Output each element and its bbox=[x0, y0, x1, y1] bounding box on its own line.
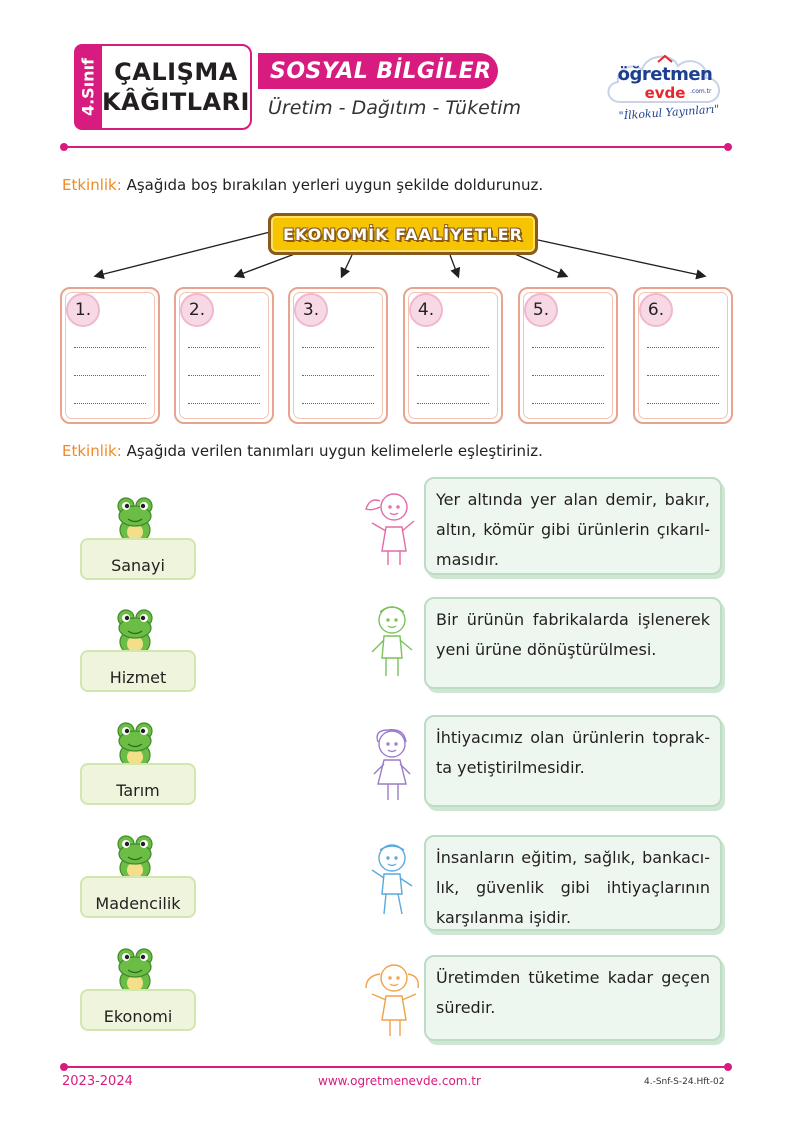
activity-text: Aşağıda boş bırakılan yerleri uygun şekilde doldurunuz. bbox=[126, 176, 544, 194]
definition-card-3[interactable] bbox=[424, 715, 722, 807]
box-number: 5. bbox=[524, 293, 558, 327]
answer-line[interactable] bbox=[647, 403, 719, 404]
answer-line[interactable] bbox=[532, 403, 604, 404]
answer-line[interactable] bbox=[74, 403, 146, 404]
economic-activities-banner bbox=[268, 213, 538, 255]
word-label: Sanayi bbox=[111, 556, 165, 575]
definition-text: İhtiyacımız olan ürünlerin toprak-ta yetiştirilmesidir. bbox=[436, 728, 710, 777]
box-number: 3. bbox=[294, 293, 328, 327]
definition-card-4[interactable] bbox=[424, 835, 722, 931]
title-line-2: KÂĞITLARI bbox=[102, 88, 250, 116]
footer-website[interactable]: www.ogretmenevde.com.tr bbox=[318, 1074, 481, 1088]
boy-doodle-icon bbox=[360, 600, 422, 682]
answer-line[interactable] bbox=[417, 375, 489, 376]
answer-line[interactable] bbox=[417, 347, 489, 348]
logo-domain: .com.tr bbox=[690, 88, 712, 95]
blank-box-1[interactable] bbox=[60, 287, 160, 424]
answer-line[interactable] bbox=[188, 375, 260, 376]
definition-text: Üretimden tüketime kadar geçen süredir. bbox=[436, 968, 710, 1017]
blank-box-2[interactable] bbox=[174, 287, 274, 424]
blank-box-3[interactable] bbox=[288, 287, 388, 424]
girl-doodle-icon bbox=[360, 958, 422, 1040]
logo-word-2: evde bbox=[644, 84, 686, 102]
definition-card-1[interactable] bbox=[424, 477, 722, 575]
box-number: 4. bbox=[409, 293, 443, 327]
boy-doodle-icon bbox=[360, 838, 422, 920]
answer-line[interactable] bbox=[74, 347, 146, 348]
grade-label: 4.Sınıf bbox=[78, 57, 98, 117]
worksheet-title bbox=[100, 44, 252, 130]
title-line-1: ÇALIŞMA bbox=[114, 58, 238, 86]
logo-word-1: öğretmen bbox=[617, 64, 713, 85]
answer-line[interactable] bbox=[302, 347, 374, 348]
footer-divider bbox=[64, 1066, 728, 1068]
answer-line[interactable] bbox=[647, 375, 719, 376]
blank-box-6[interactable] bbox=[633, 287, 733, 424]
word-label: Tarım bbox=[116, 781, 160, 800]
subject-banner bbox=[258, 53, 498, 89]
activity-1-instruction bbox=[62, 176, 543, 194]
word-card-sanayi[interactable] bbox=[80, 538, 196, 580]
answer-line[interactable] bbox=[417, 403, 489, 404]
header-divider bbox=[64, 146, 728, 148]
footer-code: 4.-Snf-S-24.Hft-02 bbox=[644, 1077, 725, 1087]
activity-2-instruction bbox=[62, 442, 543, 460]
definition-card-2[interactable] bbox=[424, 597, 722, 689]
grade-tab bbox=[74, 44, 102, 130]
answer-line[interactable] bbox=[302, 403, 374, 404]
answer-line[interactable] bbox=[532, 375, 604, 376]
topic-title: Üretim - Dağıtım - Tüketim bbox=[268, 97, 522, 119]
answer-line[interactable] bbox=[532, 347, 604, 348]
banner-title: EKONOMİK FAALİYETLER bbox=[283, 224, 523, 244]
definition-card-5[interactable] bbox=[424, 955, 722, 1041]
girl-doodle-icon bbox=[360, 724, 422, 806]
activity-label: Etkinlik: bbox=[62, 176, 122, 194]
box-number: 6. bbox=[639, 293, 673, 327]
answer-line[interactable] bbox=[74, 375, 146, 376]
definition-text: İnsanların eğitim, sağlık, bankacı-lık, güvenlik gibi ihtiyaçlarının karşılanma işidir. bbox=[436, 848, 710, 927]
activity-text: Aşağıda verilen tanımları uygun kelimelerle eşleştiriniz. bbox=[126, 442, 543, 460]
blank-box-4[interactable] bbox=[403, 287, 503, 424]
word-card-ekonomi[interactable] bbox=[80, 989, 196, 1031]
logo-tagline: "İlkokul Yayınları" bbox=[618, 102, 720, 123]
definition-text: Yer altında yer alan demir, bakır, altın, kömür gibi ürünlerin çıkarıl-masıdır. bbox=[436, 490, 710, 569]
box-number: 1. bbox=[66, 293, 100, 327]
word-card-madencilik[interactable] bbox=[80, 876, 196, 918]
word-label: Hizmet bbox=[109, 668, 167, 687]
word-card-tarim[interactable] bbox=[80, 763, 196, 805]
girl-doodle-icon bbox=[360, 487, 422, 569]
box-number: 2. bbox=[180, 293, 214, 327]
answer-line[interactable] bbox=[302, 375, 374, 376]
publisher-logo bbox=[600, 40, 730, 130]
footer-year: 2023-2024 bbox=[62, 1074, 133, 1089]
answer-line[interactable] bbox=[188, 347, 260, 348]
blank-box-5[interactable] bbox=[518, 287, 618, 424]
word-label: Ekonomi bbox=[103, 1007, 173, 1026]
word-card-hizmet[interactable] bbox=[80, 650, 196, 692]
answer-line[interactable] bbox=[647, 347, 719, 348]
answer-line[interactable] bbox=[188, 403, 260, 404]
word-label: Madencilik bbox=[95, 894, 181, 913]
activity-label: Etkinlik: bbox=[62, 442, 122, 460]
definition-text: Bir ürünün fabrikalarda işlenerek yeni ürüne dönüştürülmesi. bbox=[436, 610, 710, 659]
subject-title: SOSYAL BİLGİLER bbox=[270, 58, 492, 84]
